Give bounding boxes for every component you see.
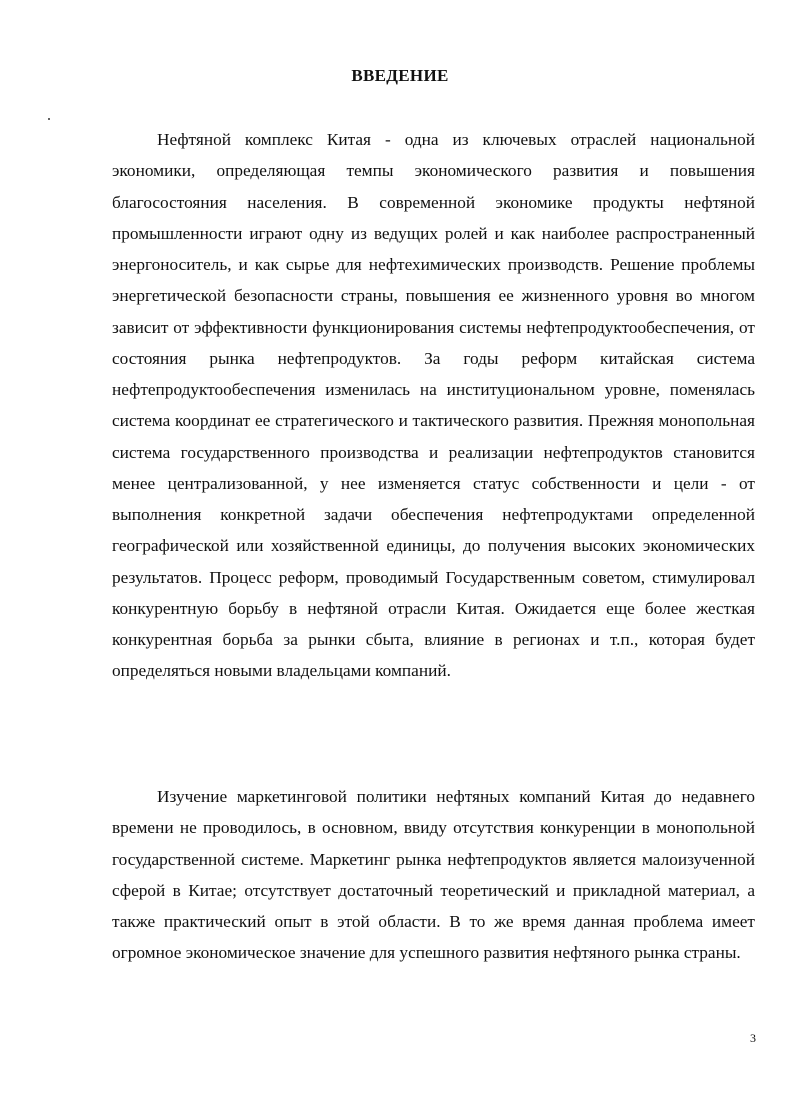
title-area — [0, 0, 792, 100]
paragraph-2: Изучение маркетинговой политики нефтяных компаний Китая до недавнего времени не проводилось, в основном, ввиду отсутствия конкуренции в монопольной государственной системе. Маркетинг рынка нефтепродуктов является малоизученной сферой в Китае; отсутствует достаточный теоретический и прикладной материал, а также практический опыт в этой области. В то же время данная проблема имеет огромное экономическое значение для успешного развития нефтяного рынка страны. — [112, 787, 755, 963]
page-title: ВВЕДЕНИЕ — [351, 66, 449, 85]
scan-artifact-dot — [48, 118, 50, 120]
page-number: 3 — [750, 1031, 756, 1045]
paragraph-1: Нефтяной комплекс Китая - одна из ключевых отраслей национальной экономики, определяющая темпы экономического развития и повышения благосостояния населения. В современной экономике продукты нефтяной промышленности играют одну из ведущих ролей и как наиболее распространенный энергоноситель, и как сырье для нефтехимических производств. Решение проблемы энергетической безопасности страны, повышения ее жизненного уровня во многом зависит от эффективности функционирования системы нефтепродуктообеспечения, от состояния рынка нефтепродуктов. За годы реформ китайская система нефтепродуктообеспечения изменилась на институциональном уровне, поменялась система координат ее стратегического и тактического развития. Прежняя монопольная система государственного производства и реализации нефтепродуктов становится менее централизованной, у нее изменяется статус собственности и цели - от выполнения конкретной задачи обеспечения нефтепродуктами определенной географической или хозяйственной единицы, до получения высоких экономических результатов. Процесс реформ, проводимый Государственным советом, стимулировал конкурентную борьбу в нефтяной отрасли Китая. Ожидается еще более жесткая конкурентная борьба за рынки сбыта, влияние в регионах и т.п., которая будет определяться новыми владельцами компаний. — [112, 130, 755, 681]
